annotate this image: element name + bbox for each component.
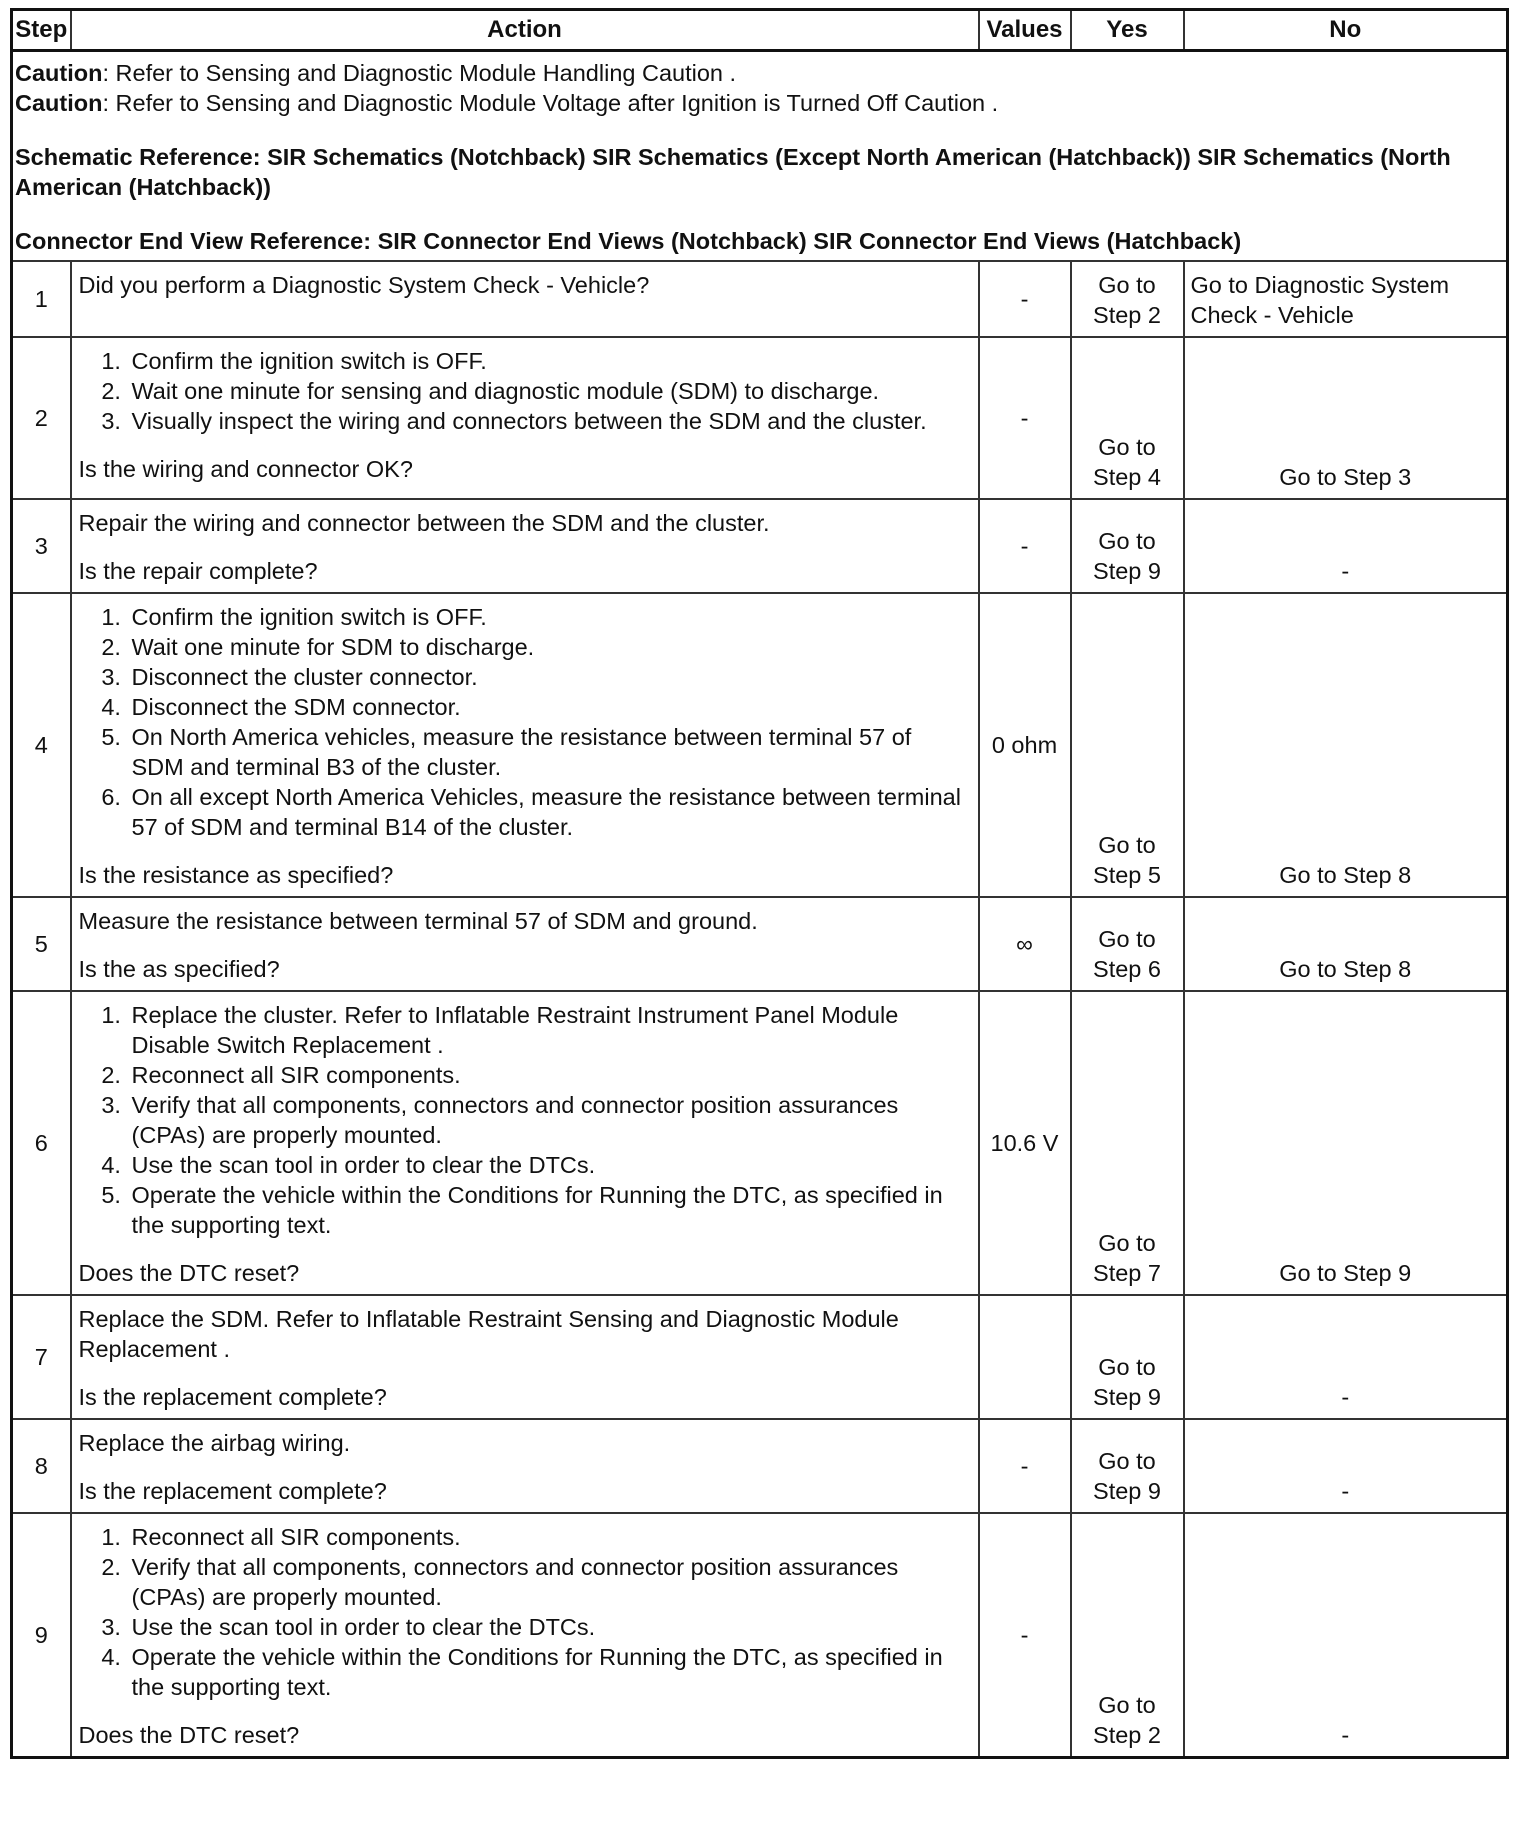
action-steps-list [79, 346, 970, 436]
action-step-item: 3. Visually inspect the wiring and connectors between the SDM and the cluster. [128, 406, 970, 436]
step-no-target: Go to Diagnostic System Check - Vehicle [1184, 261, 1508, 337]
action-step-item: 2. Wait one minute for SDM to discharge. [128, 632, 970, 662]
header-row [12, 10, 1508, 51]
caution-line-2 [15, 88, 1504, 118]
action-lead: Measure the resistance between terminal 57 of SDM and ground. [78, 908, 758, 934]
action-step-item: 1. Replace the cluster. Refer to Inflatable Restraint Instrument Panel Module Disable Switch Replacement . [128, 1000, 970, 1060]
caution-label: Caution [15, 60, 103, 86]
action-lead: Repair the wiring and connector between the SDM and the cluster. [78, 510, 770, 536]
step-row [12, 337, 1508, 499]
step-yes-target: Go to Step 5 [1071, 593, 1184, 897]
caution-text: : Refer to Sensing and Diagnostic Module Voltage after Ignition is Turned Off Caution . [102, 90, 999, 116]
action-question: Does the DTC reset? [78, 1260, 300, 1286]
step-number: 5 [12, 897, 71, 991]
action-step-item: 3. Verify that all components, connectors and connector position assurances (CPAs) are properly mounted. [128, 1090, 970, 1150]
step-row [12, 261, 1508, 337]
step-action [71, 261, 979, 337]
step-yes-target: Go to Step 9 [1071, 499, 1184, 593]
step-number: 9 [12, 1513, 71, 1758]
step-action [71, 499, 979, 593]
step-value: 0 ohm [979, 593, 1071, 897]
header-no: No [1184, 10, 1508, 51]
action-step-item: 1. Reconnect all SIR components. [128, 1522, 970, 1552]
step-value: - [979, 1513, 1071, 1758]
step-number: 7 [12, 1295, 71, 1419]
step-number: 6 [12, 991, 71, 1295]
action-step-item: 4. Operate the vehicle within the Conditions for Running the DTC, as specified in the supporting text. [128, 1642, 970, 1702]
step-no-target: Go to Step 3 [1184, 337, 1508, 499]
step-number: 4 [12, 593, 71, 897]
step-yes-target: Go to Step 9 [1071, 1295, 1184, 1419]
action-question: Is the resistance as specified? [78, 862, 394, 888]
caution-label: Caution [15, 90, 103, 116]
caution-text: : Refer to Sensing and Diagnostic Module Handling Caution . [102, 60, 737, 86]
step-no-target: - [1184, 499, 1508, 593]
step-no-target: - [1184, 1295, 1508, 1419]
step-row [12, 991, 1508, 1295]
step-action [71, 897, 979, 991]
step-value [979, 1295, 1071, 1419]
action-lead: Replace the SDM. Refer to Inflatable Restraint Sensing and Diagnostic Module Replacement . [78, 1306, 899, 1362]
step-yes-target: Go to Step 7 [1071, 991, 1184, 1295]
action-question: Is the replacement complete? [78, 1478, 387, 1504]
notes-row [12, 51, 1508, 262]
action-step-item: 3. Use the scan tool in order to clear the DTCs. [128, 1612, 970, 1642]
step-no-target: Go to Step 8 [1184, 897, 1508, 991]
step-action [71, 1419, 979, 1513]
diagnostic-table-wrapper [10, 8, 1509, 1759]
header-step: Step [12, 10, 71, 51]
action-question: Is the wiring and connector OK? [78, 456, 413, 482]
action-question: Does the DTC reset? [78, 1722, 300, 1748]
action-step-item: 1. Confirm the ignition switch is OFF. [128, 602, 970, 632]
action-step-item: 6. On all except North America Vehicles, measure the resistance between terminal 57 of SDM and terminal B14 of the cluster. [128, 782, 970, 842]
step-action [71, 1513, 979, 1758]
step-no-target: - [1184, 1419, 1508, 1513]
action-step-item: 3. Disconnect the cluster connector. [128, 662, 970, 692]
step-action [71, 1295, 979, 1419]
step-yes-target: Go to Step 4 [1071, 337, 1184, 499]
step-value: - [979, 261, 1071, 337]
step-row [12, 499, 1508, 593]
action-lead: Did you perform a Diagnostic System Check - Vehicle? [78, 272, 650, 298]
action-step-item: 5. Operate the vehicle within the Conditions for Running the DTC, as specified in the supporting text. [128, 1180, 970, 1240]
action-steps-list [79, 602, 970, 842]
notes-cell [12, 51, 1508, 262]
action-question: Is the as specified? [78, 956, 280, 982]
diagnostic-table [10, 8, 1509, 1759]
action-step-item: 2. Reconnect all SIR components. [128, 1060, 970, 1090]
action-step-item: 5. On North America vehicles, measure the resistance between terminal 57 of SDM and terminal B3 of the cluster. [128, 722, 970, 782]
step-action [71, 337, 979, 499]
step-no-target: Go to Step 8 [1184, 593, 1508, 897]
schematic-reference: Schematic Reference: SIR Schematics (Notchback) SIR Schematics (Except North American (Hatchback)) SIR Schematics (North American (Hatchback)) [15, 144, 1451, 200]
step-number: 2 [12, 337, 71, 499]
step-value: ∞ [979, 897, 1071, 991]
step-no-target: Go to Step 9 [1184, 991, 1508, 1295]
step-value: - [979, 1419, 1071, 1513]
caution-line-1 [15, 58, 1504, 88]
header-values: Values [979, 10, 1071, 51]
action-steps-list [79, 1522, 970, 1702]
step-number: 1 [12, 261, 71, 337]
step-value: - [979, 337, 1071, 499]
action-lead: Replace the airbag wiring. [78, 1430, 351, 1456]
header-yes: Yes [1071, 10, 1184, 51]
step-yes-target: Go to Step 2 [1071, 261, 1184, 337]
header-action: Action [71, 10, 979, 51]
step-row [12, 593, 1508, 897]
connector-end-view-reference: Connector End View Reference: SIR Connector End Views (Notchback) SIR Connector End Views (Hatchback) [15, 228, 1242, 254]
step-action [71, 991, 979, 1295]
step-yes-target: Go to Step 9 [1071, 1419, 1184, 1513]
action-question: Is the repair complete? [78, 558, 318, 584]
step-row [12, 1295, 1508, 1419]
step-number: 8 [12, 1419, 71, 1513]
step-row [12, 897, 1508, 991]
step-value: 10.6 V [979, 991, 1071, 1295]
action-question: Is the replacement complete? [78, 1384, 387, 1410]
step-yes-target: Go to Step 6 [1071, 897, 1184, 991]
action-steps-list [79, 1000, 970, 1240]
action-step-item: 4. Use the scan tool in order to clear the DTCs. [128, 1150, 970, 1180]
step-row [12, 1419, 1508, 1513]
action-step-item: 1. Confirm the ignition switch is OFF. [128, 346, 970, 376]
action-step-item: 2. Wait one minute for sensing and diagnostic module (SDM) to discharge. [128, 376, 970, 406]
step-value: - [979, 499, 1071, 593]
step-row [12, 1513, 1508, 1758]
action-step-item: 4. Disconnect the SDM connector. [128, 692, 970, 722]
step-no-target: - [1184, 1513, 1508, 1758]
step-action [71, 593, 979, 897]
step-number: 3 [12, 499, 71, 593]
action-step-item: 2. Verify that all components, connectors and connector position assurances (CPAs) are properly mounted. [128, 1552, 970, 1612]
step-yes-target: Go to Step 2 [1071, 1513, 1184, 1758]
